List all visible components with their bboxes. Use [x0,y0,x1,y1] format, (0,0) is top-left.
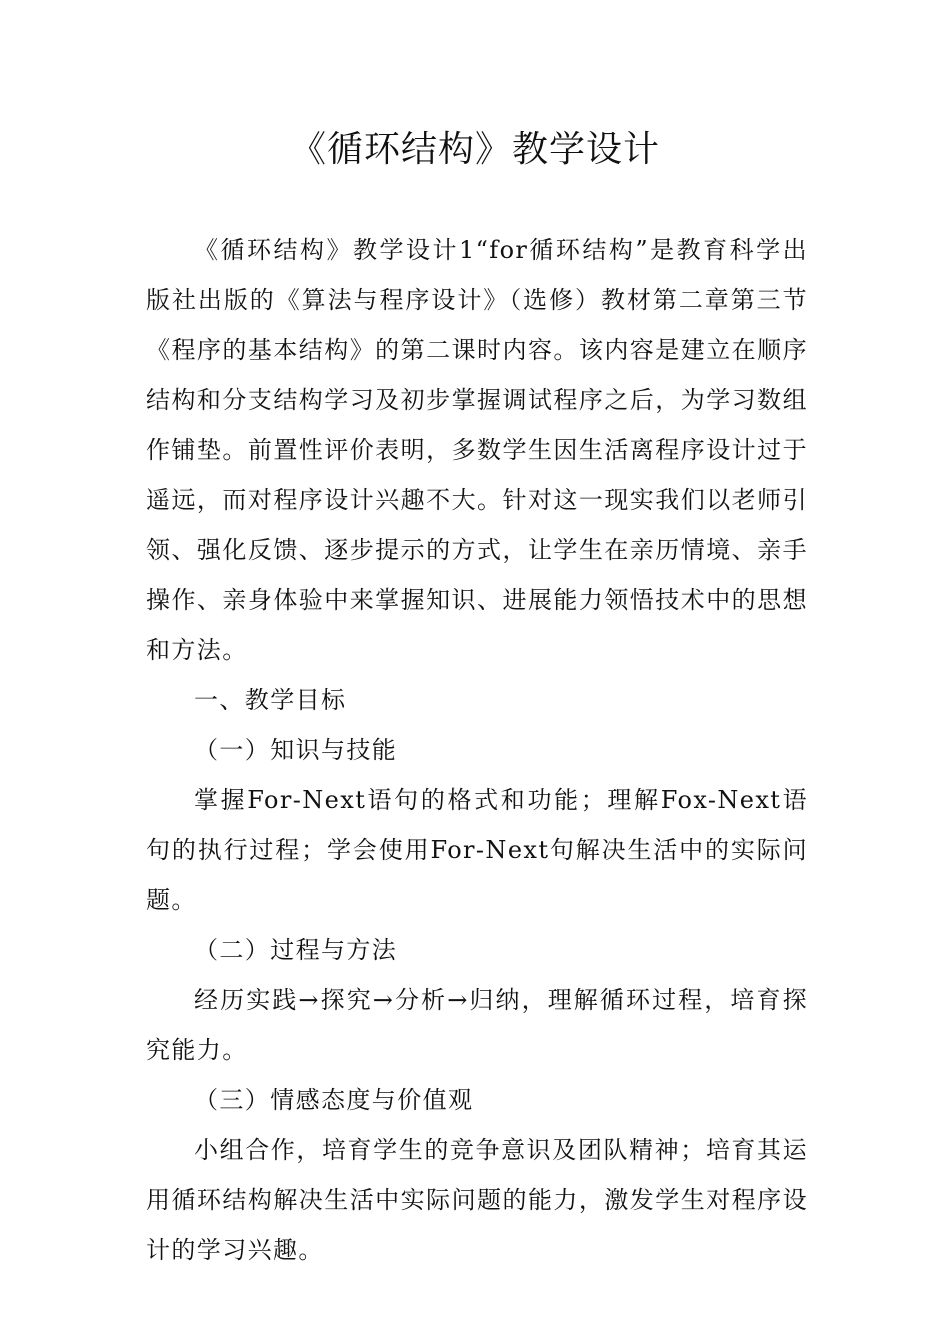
paragraph-intro: 《循环结构》教学设计1“for循环结构”是教育科学出版社出版的《算法与程序设计》（选修）教材第二章第三节《程序的基本结构》的第二课时内容。该内容是建立在顺序结构和分支结构学习及初步掌握调试程序之后，为学习数组作铺垫。前置性评价表明，多数学生因生活离程序设计过于遥远，而对程序设计兴趣不大。针对这一现实我们以老师引领、强化反馈、逐步提示的方式，让学生在亲历情境、亲手操作、亲身体验中来掌握知识、进展能力领悟技术中的思想和方法。 [146,236,808,664]
paragraph-emotion-values: 小组合作，培育学生的竞争意识及团队精神；培育其运用循环结构解决生活中实际问题的能力，激发学生对程序设计的学习兴趣。 [146,1136,808,1264]
document-title: 《循环结构》教学设计 [289,129,660,170]
paragraph-process-method: 经历实践→探究→分析→归纳，理解循环过程，培育探究能力。 [146,986,808,1064]
heading-teaching-goals: 一、教学目标 [194,686,347,714]
document-body [146,225,808,1275]
subheading-emotion-values: （三）情感态度与价值观 [194,1086,474,1114]
subheading-process-method: （二）过程与方法 [194,936,398,964]
paragraph-knowledge-skills: 掌握For-Next语句的格式和功能；理解Fox-Next语句的执行过程；学会使用For-Next句解决生活中的实际问题。 [146,786,808,914]
subheading-knowledge-skills: （一）知识与技能 [194,736,398,764]
